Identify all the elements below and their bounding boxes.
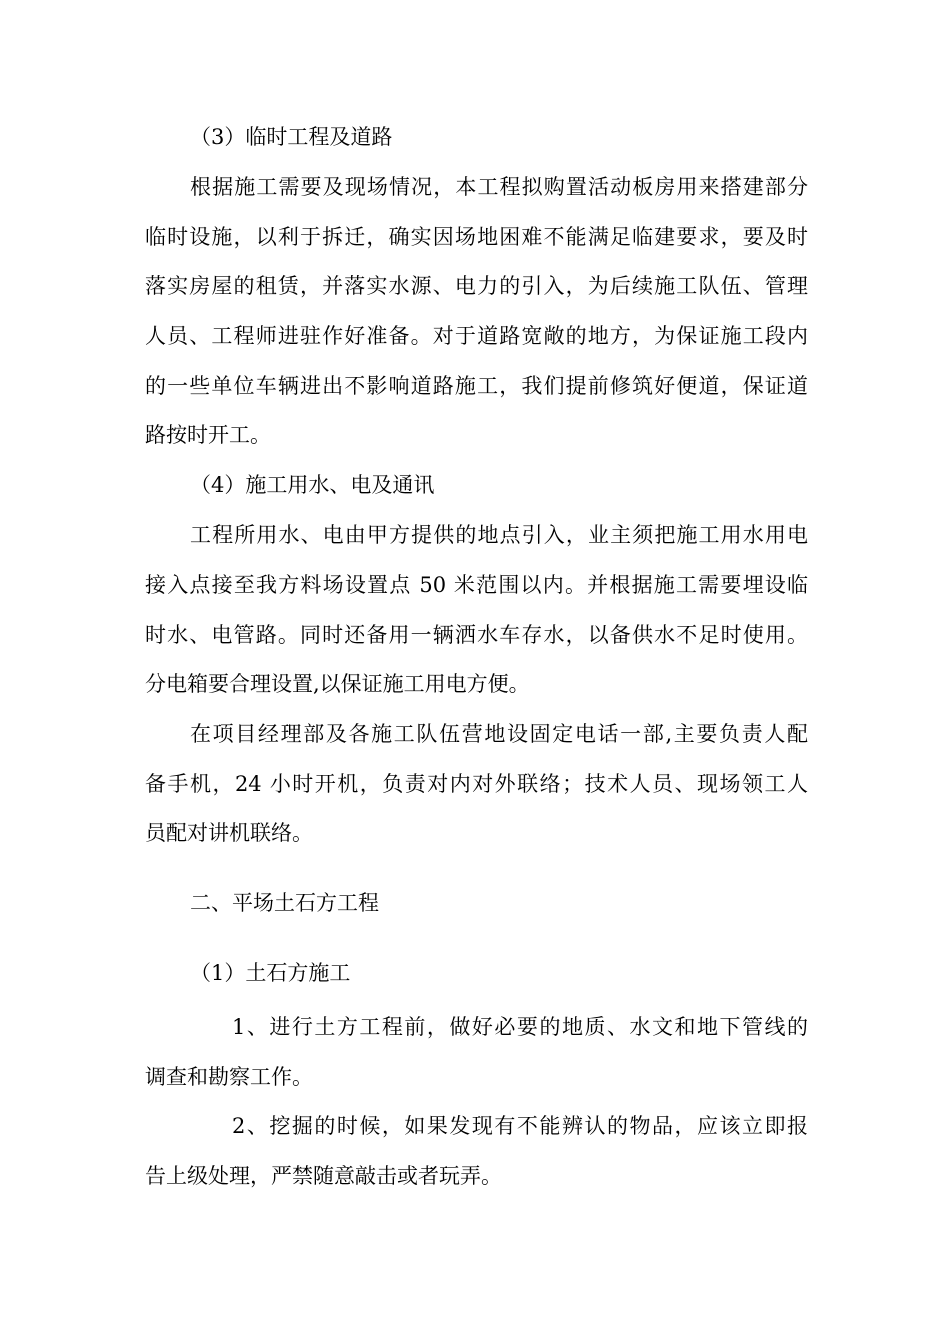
paragraph-line: 接入点接至我方料场设置点 50 米范围以内。并根据施工需要埋设临	[145, 573, 808, 597]
paragraph-line: 工程所用水、电由甲方提供的地点引入，业主须把施工用水用电	[190, 523, 808, 547]
paragraph-line: 在项目经理部及各施工队伍营地设固定电话一部,主要负责人配	[190, 722, 808, 746]
paragraph-line: 的一些单位车辆进出不影响道路施工，我们提前修筑好便道，保证道	[145, 374, 808, 398]
paragraph-line: 员配对讲机联络。	[145, 821, 313, 845]
section-heading: 二、平场土石方工程	[190, 891, 379, 915]
paragraph-line: 落实房屋的租赁，并落实水源、电力的引入，为后续施工队伍、管理	[145, 274, 808, 298]
paragraph-line: 根据施工需要及现场情况，本工程拟购置活动板房用来搭建部分	[190, 175, 808, 199]
paragraph-line: 临时设施，以利于拆迁，确实因场地困难不能满足临建要求，要及时	[145, 225, 808, 249]
list-item-line: 1、进行土方工程前，做好必要的地质、水文和地下管线的	[232, 1015, 808, 1039]
paragraph-line: 备手机，24 小时开机，负责对内对外联络；技术人员、现场领工人	[145, 772, 808, 796]
subsection-heading-1: （1）土石方施工	[190, 961, 351, 985]
list-item-line: 2、挖掘的时候，如果发现有不能辨认的物品，应该立即报	[232, 1114, 808, 1138]
list-item-line: 告上级处理，严禁随意敲击或者玩弄。	[145, 1164, 502, 1188]
paragraph-line: 路按时开工。	[145, 423, 271, 447]
paragraph-line: 人员、工程师进驻作好准备。对于道路宽敞的地方，为保证施工段内	[145, 324, 808, 348]
list-item-line: 调查和勘察工作。	[145, 1065, 313, 1089]
subsection-heading-3: （3）临时工程及道路	[190, 125, 393, 149]
paragraph-line: 分电箱要合理设置,以保证施工用电方便。	[145, 672, 530, 696]
subsection-heading-4: （4）施工用水、电及通讯	[190, 473, 435, 497]
paragraph-line: 时水、电管路。同时还备用一辆洒水车存水，以备供水不足时使用。	[145, 623, 808, 647]
